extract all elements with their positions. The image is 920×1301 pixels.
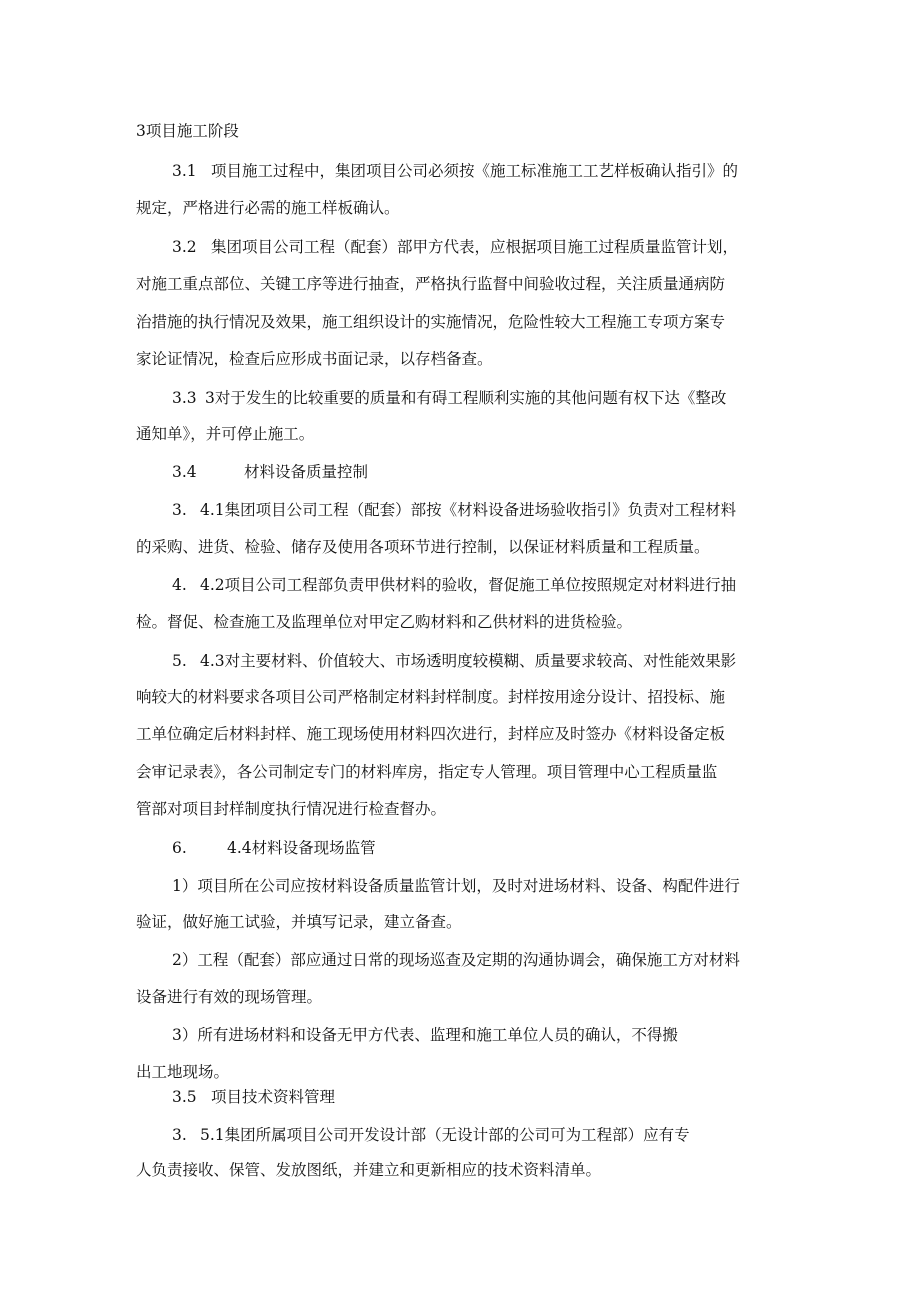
item-number: 3.3 xyxy=(172,389,197,407)
paragraph-5-1-line-1 xyxy=(172,1125,690,1145)
paragraph-5-1-line-2: 人负责接收、保管、发放图纸，并建立和更新相应的技术资料清单。 xyxy=(136,1161,602,1179)
list-item-3-line-1: 3）所有进场材料和设备无甲方代表、监理和施工单位人员的确认，不得搬 xyxy=(172,1026,678,1044)
item-number: 3.5 xyxy=(172,1088,197,1106)
subsection-title: 材料设备质量控制 xyxy=(244,463,369,481)
item-number: 4. xyxy=(172,576,187,594)
subsection-title: 项目技术资料管理 xyxy=(211,1088,336,1106)
paragraph-4-1-line-1 xyxy=(172,500,736,520)
paragraph-4-3-line-2: 响较大的材料要求各项目公司严格制定材料封样制度。封样按用途分设计、招投标、施 xyxy=(136,688,726,706)
paragraph-text: 3对于发生的比较重要的质量和有碍工程顺利实施的其他问题有权下达《整改 xyxy=(205,389,727,407)
paragraph-text: 项目施工过程中，集团项目公司必须按《施工标准施工工艺样板确认指引》的 xyxy=(211,162,739,180)
paragraph-3-2-line-1 xyxy=(172,237,738,257)
paragraph-text: 5.1集团所属项目公司开发设计部（无设计部的公司可为工程部）应有专 xyxy=(200,1126,690,1144)
list-item-1-line-1: 1）项目所在公司应按材料设备质量监管计划，及时对进场材料、设备、构配件进行 xyxy=(172,877,740,895)
list-item-3-line-2: 出工地现场。 xyxy=(136,1063,230,1081)
paragraph-4-3-line-1 xyxy=(172,651,736,671)
paragraph-4-3-line-4: 会审记录表》，各公司制定专门的材料库房，指定专人管理。项目管理中心工程质量监 xyxy=(136,763,718,781)
paragraph-3-1-line-2: 规定，严格进行必需的施工样板确认。 xyxy=(136,199,400,217)
paragraph-4-3-line-3: 工单位确定后材料封样、施工现场使用材料四次进行，封样应及时签办《材料设备定板 xyxy=(136,725,726,743)
paragraph-4-1-line-2: 的采购、进货、检验、储存及使用各项环节进行控制，以保证材料质量和工程质量。 xyxy=(136,538,710,556)
paragraph-text: 4.2项目公司工程部负责甲供材料的验收，督促施工单位按照规定对材料进行抽 xyxy=(200,576,737,594)
subsection-3-5 xyxy=(172,1087,335,1107)
list-item-1-line-2: 验证，做好施工试验，并填写记录，建立备查。 xyxy=(136,913,462,931)
paragraph-3-2-line-3: 治措施的执行情况及效果，施工组织设计的实施情况，危险性较大工程施工专项方案专 xyxy=(136,313,726,331)
item-number: 6. xyxy=(172,839,187,857)
paragraph-4-3-line-5: 管部对项目封样制度执行情况进行检查督办。 xyxy=(136,800,447,818)
item-number: 3. xyxy=(172,501,187,519)
list-item-2-line-1: 2）工程（配套）部应通过日常的现场巡查及定期的沟通协调会，确保施工方对材料 xyxy=(172,951,740,969)
subsection-3-4 xyxy=(172,462,368,482)
item-number: 3.2 xyxy=(172,238,197,256)
paragraph-3-2-line-2: 对施工重点部位、关键工序等进行抽查，严格执行监督中间验收过程，关注质量通病防 xyxy=(136,275,726,293)
paragraph-3-3-line-2: 通知单》，并可停止施工。 xyxy=(136,425,315,443)
paragraph-3-3-line-1 xyxy=(172,388,726,408)
paragraph-3-1-line-1 xyxy=(172,161,738,181)
item-number: 3. xyxy=(172,1126,187,1144)
subsection-4-4 xyxy=(172,838,376,858)
paragraph-3-2-line-4: 家论证情况，检查后应形成书面记录，以存档备查。 xyxy=(136,350,493,368)
section-heading: 3项目施工阶段 xyxy=(136,122,239,140)
paragraph-text: 4.1集团项目公司工程（配套）部按《材料设备进场验收指引》负责对工程材料 xyxy=(200,501,737,519)
list-item-2-line-2: 设备进行有效的现场管理。 xyxy=(136,988,323,1006)
paragraph-text: 集团项目公司工程（配套）部甲方代表，应根据项目施工过程质量监管计划， xyxy=(211,238,739,256)
paragraph-4-2-line-2: 检。督促、检查施工及监理单位对甲定乙购材料和乙供材料的进货检验。 xyxy=(136,613,633,631)
paragraph-text: 4.3对主要材料、价值较大、市场透明度较模糊、质量要求较高、对性能效果影 xyxy=(200,652,737,670)
paragraph-4-2-line-1 xyxy=(172,575,736,595)
item-number: 5. xyxy=(172,652,187,670)
subsection-title: 4.4材料设备现场监管 xyxy=(227,839,376,857)
item-number: 3.1 xyxy=(172,162,197,180)
item-number: 3.4 xyxy=(172,463,197,481)
